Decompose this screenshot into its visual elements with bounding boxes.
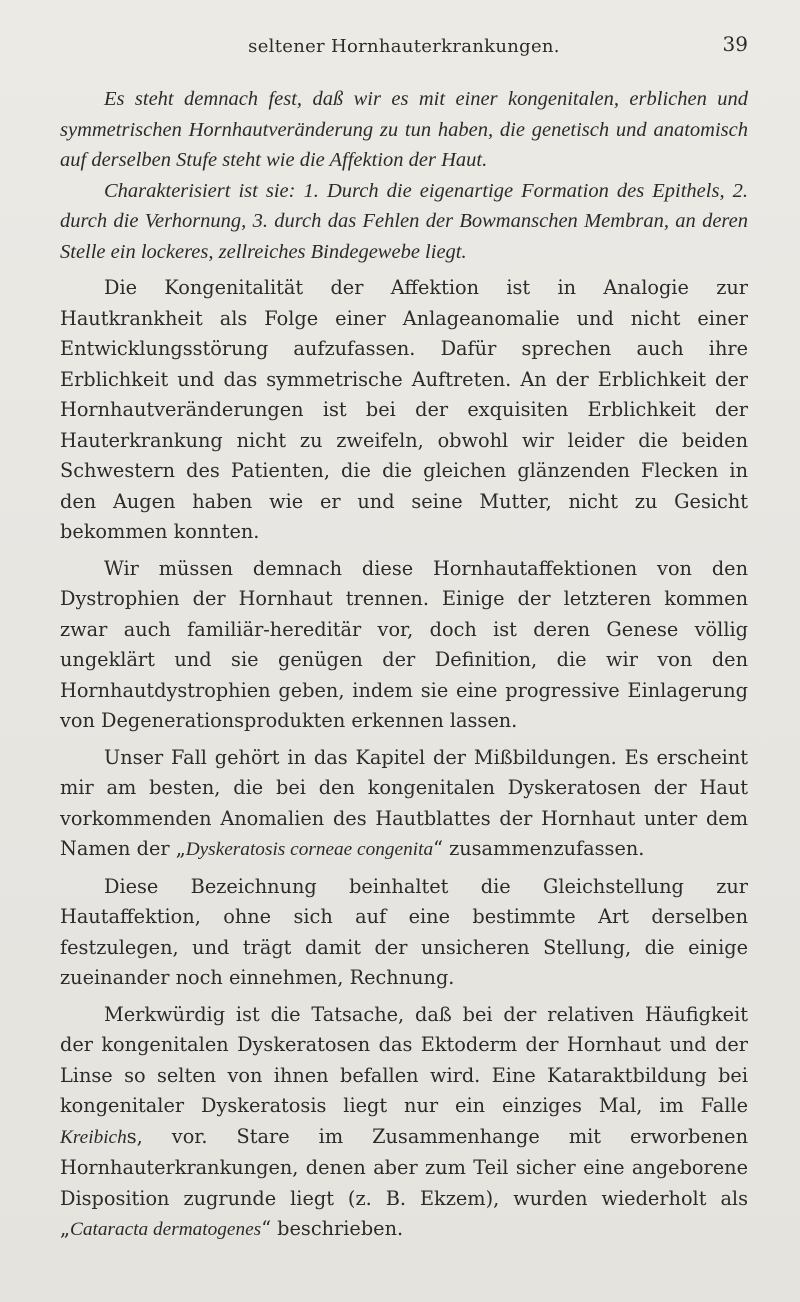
paragraph-malformations xyxy=(60,743,748,866)
text-segment: Unser Fall gehört in das Kapitel der Mißbildungen. Es erscheint mir am besten, die bei den kongenitalen Dyskeratosen der Haut vorkommenden Anomalien des Hautblattes der Hornhaut unter dem Namen der „ xyxy=(60,745,748,860)
page-number: 39 xyxy=(722,32,748,56)
term-dyskeratosis: Dyskeratosis corneae congenita xyxy=(185,839,434,860)
text-segment: s, vor. Stare im Zusammenhange mit erworbenen Hornhauterkrankungen, denen aber zum Teil sicher eine angeborene Disposition zugrunde liegt (z. B. Ekzem), wurden wiederholt als „ xyxy=(60,1124,748,1240)
paragraph-conclusion: Es steht demnach fest, daß wir es mit einer kongenitalen, erblichen und symmetrischen Hornhautveränderung zu tun haben, die genetisch und anatomisch auf derselben Stufe steht wie die Affektion der Haut. xyxy=(60,88,748,171)
page-body xyxy=(60,84,748,1246)
term-cataracta: Cataracta dermatogenes xyxy=(70,1219,262,1240)
text-segment: “ zusammenzufassen. xyxy=(433,837,645,860)
author-name: Kreibich xyxy=(60,1126,127,1148)
paragraph-characteristics: Charakterisiert ist sie: 1. Durch die eigenartige Formation des Epithels, 2. durch die Verhornung, 3. durch das Fehlen der Bowmanschen Membran, an deren Stelle ein lockeres, zellreiches Bindegewebe liegt. xyxy=(60,179,748,263)
running-head: seltener Hornhauterkrankungen. xyxy=(248,36,560,57)
paragraph-congenitality: Die Kongenitalität der Affektion ist in Analogie zur Hautkrankheit als Folge einer Anlageanomalie und nicht einer Entwicklungsstörung aufzufassen. Dafür sprechen auch ihre Erblichkeit und das symmetrische Auftreten. An der Erblichkeit der Hornhautveränderungen ist bei der exquisiten Erblichkeit der Hauterkrankung nicht zu zweifeln, obwohl wir leider die beiden Schwestern des Patienten, die die gleichen glänzenden Flecken in den Augen haben wie er und seine Mutter, nicht zu Gesicht bekommen konnten. xyxy=(60,276,748,543)
paragraph-dystrophies: Wir müssen demnach diese Hornhautaffektionen von den Dystrophien der Hornhaut trennen. Einige der letzteren kommen zwar auch familiär-hereditär vor, doch ist deren Genese völlig ungeklärt und sie genügen der Definition, die wir von den Hornhautdystrophien geben, indem sie eine progressive Einlagerung von Degenerationsprodukten erkennen lassen. xyxy=(60,556,748,732)
text-segment: Merkwürdig ist die Tatsache, daß bei der relativen Häufigkeit der kongenitalen Dyskeratosen das Ektoderm der Hornhaut und der Linse so selten von ihnen befallen wird. Eine Kataraktbildung bei kongenitaler Dyskeratosis liegt nur ein einziges Mal, im Falle xyxy=(60,1002,748,1117)
paragraph-cataract xyxy=(60,1000,748,1246)
text-segment: “ beschrieben. xyxy=(261,1217,404,1240)
paragraph-designation: Diese Bezeichnung beinhaltet die Gleichstellung zur Hautaffektion, ohne sich auf eine bestimmte Art derselben festzulegen, und trägt damit der unsicheren Stellung, die einige zueinander noch einnehmen, Rechnung. xyxy=(60,874,748,989)
page-header xyxy=(60,32,748,62)
